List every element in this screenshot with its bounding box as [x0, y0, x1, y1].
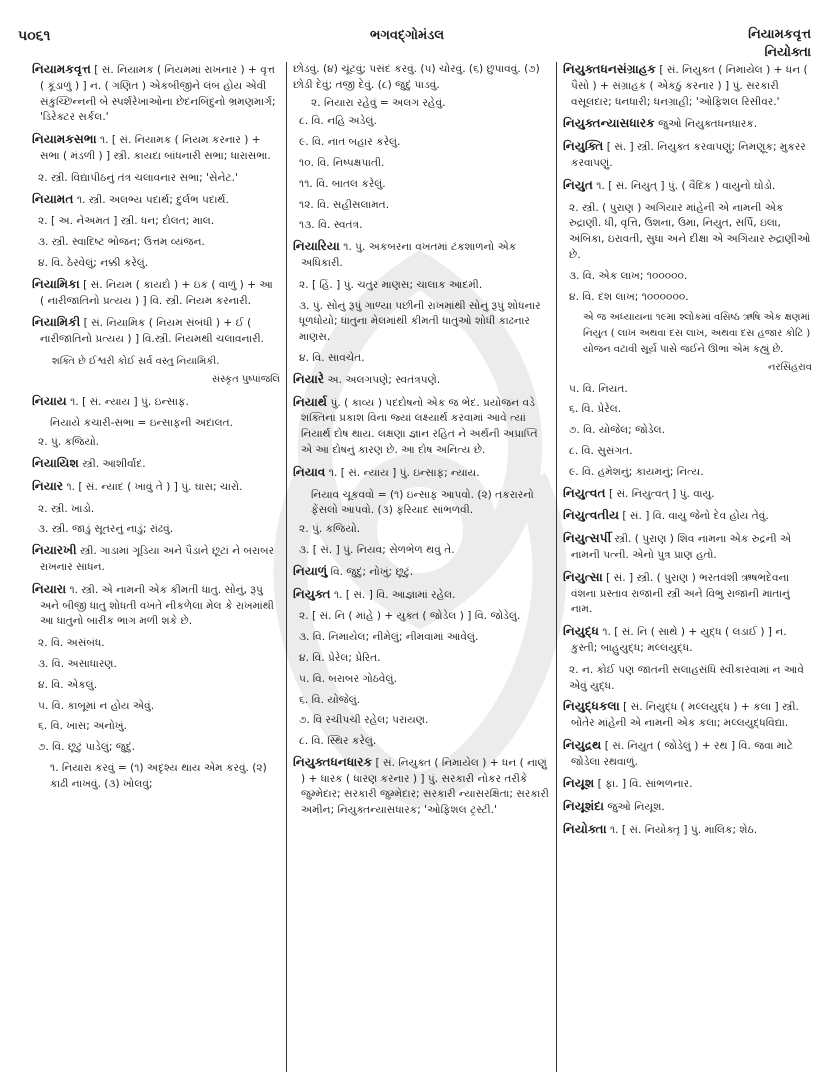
sense-definition: ૬. વિ. પ્રેરેલ.	[569, 403, 622, 416]
dictionary-entry	[563, 570, 812, 618]
sense-definition: ૧૦. વિ. નિષ્પક્ષપાતી.	[299, 156, 385, 169]
headword: નિયૂશ	[563, 776, 595, 791]
dictionary-entry	[563, 531, 812, 564]
column-1	[12, 62, 286, 1072]
dictionary-entry	[563, 139, 812, 172]
dictionary-entry	[563, 62, 812, 110]
dictionary-entry	[563, 822, 812, 839]
headword: નિયુદ્રથ	[563, 737, 602, 752]
sense-definition: ૯. વિ. નાત બહાર કરેલું.	[299, 136, 401, 149]
dictionary-entry	[563, 486, 812, 503]
headword: નિયુક્ત	[293, 586, 331, 601]
definition: [ સં. ] સ્ત્રી. નિયુક્ત કરવાપણું; નિમણૂક; મુકરર કરવાપણું.	[571, 141, 806, 169]
sense-definition: ૧૩. વિ. સ્વતંત્ર.	[299, 219, 363, 232]
headword: નિયુક્તધનધારક	[293, 754, 373, 769]
dictionary-entry	[563, 799, 812, 816]
sense-definition: ૨. વિ. અસંબંધ.	[38, 637, 105, 650]
sense-definition: ૨. પું. કજિયો.	[299, 523, 361, 536]
headword: નિયુદ્ધ	[563, 624, 599, 639]
definition: ૧. [ સં. ન્યાય ] પું. ઇન્સાફ.	[66, 395, 189, 408]
sense-definition: ૪. વિ. ઠેરવેલું; નક્કી કરેલું.	[38, 256, 149, 269]
dictionary-entry	[32, 132, 280, 165]
dictionary-entry	[563, 178, 812, 195]
dictionary-entry	[563, 624, 812, 657]
definition: ૧. [ સં. ન્યાદ ( ખાવું તે ) ] પું. ઘાસ; ચારો.	[63, 480, 243, 493]
dictionary-entry	[293, 755, 550, 819]
headword: નિયામકવૃત્ત	[32, 62, 91, 76]
headword: નિયુક્તિ	[563, 139, 604, 154]
sense-definition: ૪. વિ. પ્રેરેલ; પ્રેરિત.	[299, 651, 381, 664]
sense-definition: ૨. [ અ. નેઅમત ] સ્ત્રી. ધન; દોલત; માલ.	[38, 215, 215, 228]
quotation: એ જ અધ્યાયના ૧૯મા શ્લોકમાં વસિષ્ઠ ઋષિ એક ક્ષણમાં નિયુત ( લાખ અથવા દસ લાખ, અથવા દસ હજાર કોટિ ) યોજન વટાવી સૂર્ય પાસે જઈને ઊભા એમ કહ્યું છે.	[583, 312, 811, 355]
headword: નિયુત	[563, 177, 593, 192]
headword: નિયુદ્ધકલા	[563, 699, 620, 714]
headword: નિયાર	[32, 478, 64, 493]
dictionary-entry	[32, 315, 280, 348]
sense-definition: ૮. વિ. સુસંગત.	[569, 444, 633, 457]
headword: નિયારખી	[32, 543, 77, 558]
definition: [ સં. ] વિ. વાયુ જેનો દેવ હોય તેવું.	[619, 510, 769, 523]
headword: નિયૂશંદા	[563, 799, 605, 814]
dictionary-entry	[293, 587, 550, 604]
headword: નિયાયિશ	[32, 455, 79, 470]
headword: નિયામિકી	[32, 315, 81, 330]
definition: ૧. સ્ત્રી. અલભ્ય પદાર્થ; દુર્લભ પદાર્થ.	[73, 193, 229, 206]
sense-definition: ૬. વિ. ખાસ; અનોખું.	[38, 720, 128, 733]
dictionary-entry	[32, 394, 280, 411]
dictionary-entry	[563, 776, 812, 793]
sense-definition: ૧૧. વિ. બાતલ કરેલું.	[299, 177, 386, 190]
definition: સ્ત્રી. ગાડામાં ગૂડિયા અને પૈડાને છૂટાં ને બરાબર રાખનાર સાધન.	[40, 545, 275, 573]
sense-definition: નિયાવ ચૂકવવો = (૧) ઇન્સાફ આપવો. (૨) તકરારનો ફેંસલો આપવો. (૩) ફરિયાદ સાંભળવી.	[311, 488, 534, 517]
sense-definition: ૩. વિ. એક લાખ; ૧૦૦૦૦૦.	[569, 269, 688, 282]
sense-definition: ૨. [ સં. નિ ( માંહે ) + યુક્ત ( જોડેલ ) ] વિ. જોડેલું.	[299, 610, 521, 623]
sense-definition: ૮. વિ. નહિ અડેલું.	[299, 115, 377, 128]
dictionary-entry	[563, 738, 812, 771]
sense-definition: ૨. ન. કોઈ પણ જાતની સલાહસંધિ સ્વીકારવામાં ન આવે એવું યુદ્ધ.	[569, 663, 804, 692]
sense-definition: છોડવું. (૪) ચૂંટવું; પસંદ કરવું. (૫) ચોરવું. (૬) છુપાવવું. (૭) છોડી દેવું; તજી દેવું. (૮) જુદું પાડવું.	[293, 63, 540, 91]
sense-definition: ૩. વિ. નિમાયેલ; નીમેલું; નીમવામાં આવેલું.	[299, 631, 479, 644]
headword: નિયુત્વત	[563, 485, 606, 500]
book-title: ભગવદ્ગોમંડલ	[370, 28, 445, 43]
headword: નિયારે	[293, 371, 325, 386]
definition: [ સં. નિયમ ( કાયદો ) + ઇક ( વાળું ) + આ ( નારીજાતિનો પ્રત્યય ) ] વિ. સ્ત્રી. નિયમ કરનારી.	[40, 278, 273, 307]
headword: નિયાય	[32, 393, 67, 408]
dictionary-entry	[32, 277, 280, 310]
headword: નિયુક્તન્યાસધારક	[563, 116, 655, 131]
definition: અ. અલગપણે; સ્વતંત્રપણે.	[324, 373, 441, 386]
definition: [ સં. નિયુદ્ધ ( મલ્લયુદ્ધ ) + કલા ] સ્ત્રી. બોંતેર માંહેની એ નામની એક કલા; મલ્લયુદ્ધવિદ્યા.	[571, 701, 799, 730]
headword: નિયાર્થ	[293, 394, 328, 409]
headword: નિયામત	[32, 191, 74, 206]
column-3	[556, 62, 818, 1072]
sense-definition: ૩. [ સં. ] પું. નિયવ; સેળભેળ થવું તે.	[299, 543, 455, 556]
definition: ૧. [ સં. નિયુત્ ] પું. ( વૈદિક ) વાયુનો ઘોડો.	[592, 179, 776, 192]
definition: [ સં. નિયુત્વત્ ] પું. વાયુ.	[605, 487, 715, 500]
sense-definition: ૩. સ્ત્રી. સ્વાદિષ્ટ ભોજન; ઉત્તમ વ્યંજન.	[38, 236, 205, 249]
guide-word-first: નિયામકવૃત્ત	[748, 27, 811, 42]
dictionary-entry	[32, 543, 280, 576]
guide-words	[748, 26, 811, 62]
sense-definition: નિયાયે કચારી-સભા = ઇન્સાફની અદાલત.	[50, 417, 233, 430]
definition: જુઓ નિયૂશ.	[604, 801, 665, 814]
sense-definition: ૭. વિ રચીપચી રહેલ; પરાયણ.	[299, 714, 429, 727]
headword: નિયારા	[32, 581, 67, 596]
definition: [ સં. નિયુક્ત ( નિમાયેલ ) + ધન ( નાણું ) + ધારક ( ધારણ કરનાર ) ] પું. સરકારી નોકર તરીકે જુમ્મેદાર; સરકારી જુમ્મેદાર; સરકારી ન્યાસરક્ષિતા; સરકારી અમીન; નિયુક્તન્યાસધારક; 'ઓફિશલ ટ્રસ્ટી.'	[301, 756, 549, 817]
column-2	[286, 62, 556, 1072]
headword: નિયુત્સર્પી	[563, 531, 612, 546]
dictionary-entry	[32, 479, 280, 496]
sense-definition: ૨. સ્ત્રી. ખાડો.	[38, 502, 95, 515]
sense-definition: ૧૨. વિ. સહીસલામત.	[299, 198, 390, 211]
definition: [ સં. નિયુત ( જોડેલું ) + રથ ] વિ. જવા માટે જોડેલા રથવાળું.	[571, 739, 794, 768]
definition: સ્ત્રી. ( પુરાણ ) શિવ નામના એક રુદ્રની એ નામની પત્ની. એનો પુત્ર પ્રાણ હતો.	[571, 533, 792, 561]
headword: નિયારિયા	[293, 239, 340, 254]
headword: નિયોક્તા	[563, 822, 607, 837]
sense-definition: ૫. વિ. કાબૂમાં ન હોય એવું.	[38, 699, 155, 712]
sense-definition: ૭. વિ. છૂટું પાડેલું; જુદું.	[38, 741, 136, 754]
sense-definition: ૫. વિ. નિયત.	[569, 382, 628, 395]
definition: વિ. જુદું; નોખું; છૂટું.	[327, 565, 414, 578]
definition: ૧. [ સં. નિ ( સાથે ) + યુદ્ધ ( લડાઈ ) ] ન. કુસ્તી; બાહુયુદ્ધ; મલ્લયુદ્ધ.	[571, 626, 787, 654]
headword: નિયામિકા	[32, 276, 80, 291]
dictionary-entry	[563, 508, 812, 525]
definition: ૧. પું. અકબરના વખતમાં ટંકશાળનો એક અધિકારી.	[301, 241, 517, 269]
definition: ૧. [ સં. નિયોક્તૃ ] પું. માલિક; શેઠ.	[606, 824, 758, 837]
dictionary-entry	[293, 372, 550, 389]
sense-definition: ૪. વિ. દશ લાખ; ૧૦૦૦૦૦૦.	[569, 290, 689, 303]
sense-definition: ૨. સ્ત્રી. ( પુરાણ ) અગિયાર માંહેની એ નામની એક રુદ્રાણી. ધી, વૃત્તિ, ઉશના, ઉમા, નિયુત, સર્પિ, ઇલા, અંબિકા, ઇરાવતી, સુધા અને દીક્ષા એ અગિયાર રુદ્રાણીઓ છે.	[569, 201, 811, 261]
definition: [ સં. નિયામિક ( નિયમ સંબંધી ) + ઈ ( નારીજાતિનો પ્રત્યય ) ] વિ.સ્ત્રી. નિયમથી ચલાવનારી.	[40, 317, 265, 346]
sense-definition: ૨. [ હિં. ] પું. ચતુર માણસ; ચાલાક આદમી.	[299, 278, 483, 291]
headword: નિયાવ	[293, 464, 326, 479]
dictionary-entry	[32, 582, 280, 630]
dictionary-entry	[293, 564, 550, 581]
dictionary-entry	[563, 116, 812, 133]
dictionary-entry	[563, 699, 812, 732]
dictionary-entry	[293, 395, 550, 459]
sense-definition: ૬. વિ. યોજેલું.	[299, 693, 361, 706]
citation: નરસિંહરાવ	[768, 361, 812, 373]
definition: ૧. [ સં. નિયામક ( નિયમ કરનાર ) + સભા ( મંડળી ) ] સ્ત્રી. કાયદા બાંધનારી સભા; ધારાસભા.	[40, 134, 271, 162]
headword: નિયુત્વતીય	[563, 508, 620, 523]
dictionary-entry	[32, 62, 280, 126]
definition: [ સં. નિયામક ( નિયમમાં રાખનાર ) + વૃત્ત ( કૂંડાળું ) ] ન. ( ગણિત ) એકબીજીને લંબ હોય એવી સંકુચ્છિન્નની બે સ્પર્શરેખાઓના છેદનબિંદુનો ભ્રમણમાર્ગ; 'ડિરેક્ટર સર્કલ.'	[40, 64, 276, 124]
headword: નિયુક્તધનસંગ્રાહક	[563, 62, 656, 76]
definition: [ સં. ] સ્ત્રી. ( પુરાણ ) ભરતવંશી ઋષભદેવના વંશના પ્રસ્તાવ રાજાની સ્ત્રી અને વિભુ રાજાની માતાનું નામ.	[571, 571, 790, 616]
sense-definition: ૯. વિ. હમેશનું; કાયમનું; નિત્ય.	[569, 465, 704, 478]
citation: સંસ્કૃત પુષ્પાંજલિ	[211, 373, 280, 385]
sense-definition: ૩. પું. સોનું રૂપું ગાળ્યા પછીની રાખમાંથી સોનું રૂપું શોધનાર ધૂળધોયો; ધાતુના મેલમાંથી કીમતી ધાતુઓ શોધી કાઢનાર માણસ.	[299, 299, 541, 344]
headword: નિયાળું	[293, 563, 328, 578]
sense-definition: ૩. સ્ત્રી. જાડું સૂતરનું નાડું; રાંઢવું.	[38, 523, 174, 536]
guide-word-last: નિયોક્તા	[764, 45, 811, 60]
definition: ૧. [ સં. ] વિ. આજ્ઞામાં રહેલ.	[330, 588, 456, 601]
headword: નિયુત્સા	[563, 569, 603, 584]
definition: ૧. [ સં. ન્યાય ] પું. ઇન્સાફ; ન્યાય.	[325, 466, 480, 479]
sense-definition: ૪. વિ. એકલું.	[38, 678, 98, 691]
definition: ૧. સ્ત્રી. એ નામની એક કીમતી ધાતુ. સોનું, રૂપું અને બીજી ધાતુ શોધતી વખતે નીકળેલા મેલ કે રાખમાંથી આ ધાતુનો બારીક ભાગ મળી શકે છે.	[40, 583, 274, 628]
sense-definition: ૫. વિ. બરાબર ગોઠવેલું.	[299, 672, 397, 685]
definition: પું. ( કાવ્ય ) પદદોષનો એક જ ભેદ. પ્રયોજન વડે શક્તિના પ્રકાશ વિના જ્યાં લક્ષ્યાર્થ કરવામાં આવે ત્યાં નિયાર્થ દોષ થાય. લક્ષણા જ્ઞાન રહિત ને અર્થની અપ્રાપ્તિ એ આ દોષનું કારણ છે. આ દોષ અનિત્ય છે.	[301, 396, 538, 456]
sense-definition: ૨. પું. કજિયો.	[38, 436, 100, 449]
sense-definition: ૩. વિ. અસાધારણ.	[38, 657, 117, 670]
sense-definition: ૭. વિ. યોજેલ; જોડેલ.	[569, 424, 665, 437]
dictionary-entry	[32, 456, 280, 473]
sense-definition: ૧. નિયારા કરવું = (૧) અદૃશ્ય થાય એમ કરવું. (૨) કાઢી નાખવું. (૩) ખોલવું;	[50, 761, 267, 790]
page-number: ૫૦૬૧	[18, 28, 51, 44]
headword: નિયામકસભા	[32, 132, 97, 147]
dictionary-columns	[12, 62, 818, 1072]
definition: [ ફા. ] વિ. સાંભળનાર.	[594, 778, 693, 791]
dictionary-entry	[32, 192, 280, 209]
definition: [ સં. નિયુક્ત ( નિમાયેલ ) + ધન ( પૈસો ) + સંગ્રાહક ( એકઠું કરનાર ) ] પું. સરકારી વસૂલદાર; ધનધારી; ધનગ્રાહી; 'ઓફિશલ રિસીવર.'	[571, 64, 808, 108]
sense-definition: ૨. સ્ત્રી. વિદ્યાપીઠનું તંત્ર ચલાવનાર સભા; 'સેનેટ.'	[38, 171, 238, 184]
dictionary-entry	[293, 239, 550, 272]
sense-definition: ૪. વિ. સાવચેત.	[299, 351, 365, 364]
definition: જુઓ નિયુક્તધનધારક.	[654, 118, 758, 131]
definition: સ્ત્રી. આશીર્વાદ.	[78, 457, 146, 470]
sense-definition: ૨. નિયારા રહેવું = અલગ રહેવું.	[311, 96, 446, 109]
sense-definition: ૮. વિ. સ્થિર કરેલું.	[299, 735, 377, 748]
quotation: શક્તિ છે ઈશ્વરી કોઈ સર્વ વસ્તુ નિયામિકી.	[52, 355, 220, 367]
dictionary-entry	[293, 465, 550, 482]
page-header	[0, 22, 825, 62]
